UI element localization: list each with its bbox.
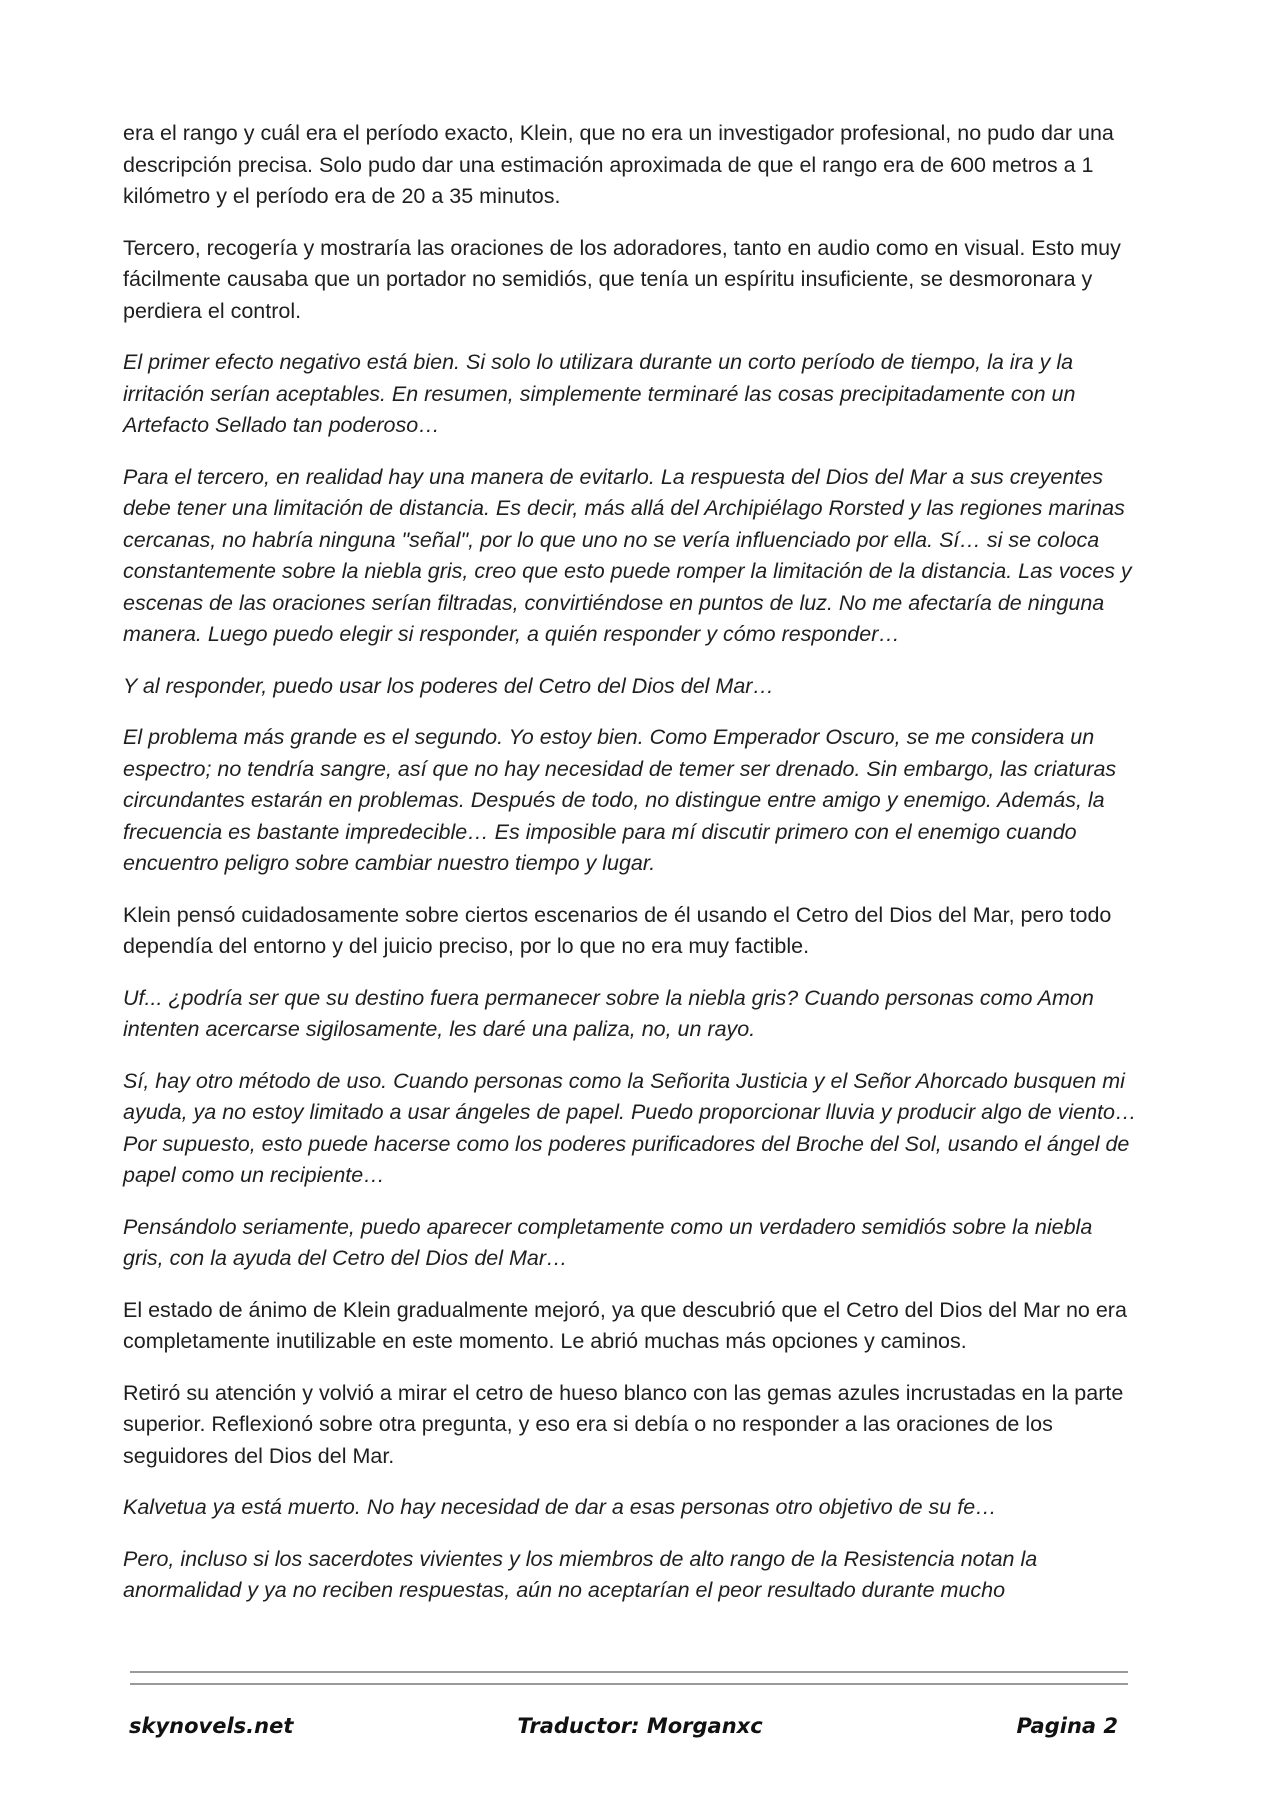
paragraph-4: Para el tercero, en realidad hay una manera de evitarlo. La respuesta del Dios del Mar a sus creyentes debe tener una limitación de distancia. Es decir, más allá del Archipiélago Rorsted y las regiones marinas cercanas, no habría ninguna "señal", por lo que uno no se vería influenciado por ella. Sí… si se coloca constantemente sobre la niebla gris, creo que esto puede romper la limitación de la distancia. Las voces y escenas de las oraciones serían filtradas, convirtiéndose en puntos de luz. No me afectaría de ninguna manera. Luego puedo elegir si responder, a quién responder y cómo responder…	[123, 464, 1132, 646]
paragraph-6: El problema más grande es el segundo. Yo estoy bien. Como Emperador Oscuro, se me considera un espectro; no tendría sangre, así que no hay necesidad de temer ser drenado. Sin embargo, las criaturas circundantes estarán en problemas. Después de todo, no distingue entre amigo y enemigo. Además, la frecuencia es bastante impredecible… Es imposible para mí discutir primero con el enemigo cuando encuentro peligro sobre cambiar nuestro tiempo y lugar.	[123, 725, 1117, 875]
paragraph-14: Pero, incluso si los sacerdotes vivientes y los miembros de alto rango de la Resistencia notan la anormalidad y ya no reciben respuestas, aún no aceptarían el peor resultado durante mucho	[123, 1546, 1038, 1602]
paragraph-2: Tercero, recogería y mostraría las oraciones de los adoradores, tanto en audio como en visual. Esto muy fácilmente causaba que un portador no semidiós, que tenía un espíritu insuficiente, se desmoronara y perdiera el control.	[123, 235, 1121, 323]
footer-site: skynovels.net	[129, 1714, 294, 1738]
paragraph-1: era el rango y cuál era el período exacto, Klein, que no era un investigador profesional, no pudo dar una descripción precisa. Solo pudo dar una estimación aproximada de que el rango era de 600 metros a 1 kilómetro y el período era de 20 a 35 minutos.	[123, 121, 1114, 208]
paragraph-10: Pensándolo seriamente, puedo aparecer completamente como un verdadero semidiós sobre la niebla gris, con la ayuda del Cetro del Dios del Mar…	[123, 1214, 1093, 1270]
paragraph-7: Klein pensó cuidadosamente sobre ciertos escenarios de él usando el Cetro del Dios del Mar, pero todo dependía del entorno y del juicio preciso, por lo que no era muy factible.	[123, 902, 1112, 958]
paragraph-11: El estado de ánimo de Klein gradualmente mejoró, ya que descubrió que el Cetro del Dios del Mar no era completamente inutilizable en este momento. Le abrió muchas más opciones y caminos.	[123, 1297, 1127, 1353]
paragraph-8: Uf... ¿podría ser que su destino fuera permanecer sobre la niebla gris? Cuando personas como Amon intenten acercarse sigilosamente, les daré una paliza, no, un rayo.	[123, 985, 1094, 1041]
footer-page-number: Pagina 2	[1016, 1714, 1118, 1738]
paragraph-9: Sí, hay otro método de uso. Cuando personas como la Señorita Justicia y el Señor Ahorcado busquen mi ayuda, ya no estoy limitado a usar ángeles de papel. Puedo proporcionar lluvia y producir algo de viento… Por supuesto, esto puede hacerse como los poderes purificadores del Broche del Sol, usando el ángel de papel como un recipiente…	[123, 1068, 1137, 1187]
paragraph-12: Retiró su atención y volvió a mirar el cetro de hueso blanco con las gemas azules incrustadas en la parte superior. Reflexionó sobre otra pregunta, y eso era si debía o no responder a las oraciones de los seguidores del Dios del Mar.	[123, 1380, 1124, 1468]
paragraph-3: El primer efecto negativo está bien. Si solo lo utilizara durante un corto período de tiempo, la ira y la irritación serían aceptables. En resumen, simplemente terminaré las cosas precipitadamente con un Artefacto Sellado tan poderoso…	[123, 350, 1076, 437]
footer-divider-top	[130, 1671, 1128, 1673]
document-body	[123, 118, 1138, 1627]
paragraph-5: Y al responder, puedo usar los poderes del Cetro del Dios del Mar…	[123, 673, 774, 698]
footer-divider-bottom	[130, 1683, 1128, 1685]
footer-translator: Traductor: Morganxc	[517, 1714, 763, 1738]
paragraph-13: Kalvetua ya está muerto. No hay necesidad de dar a esas personas otro objetivo de su fe…	[123, 1495, 997, 1519]
